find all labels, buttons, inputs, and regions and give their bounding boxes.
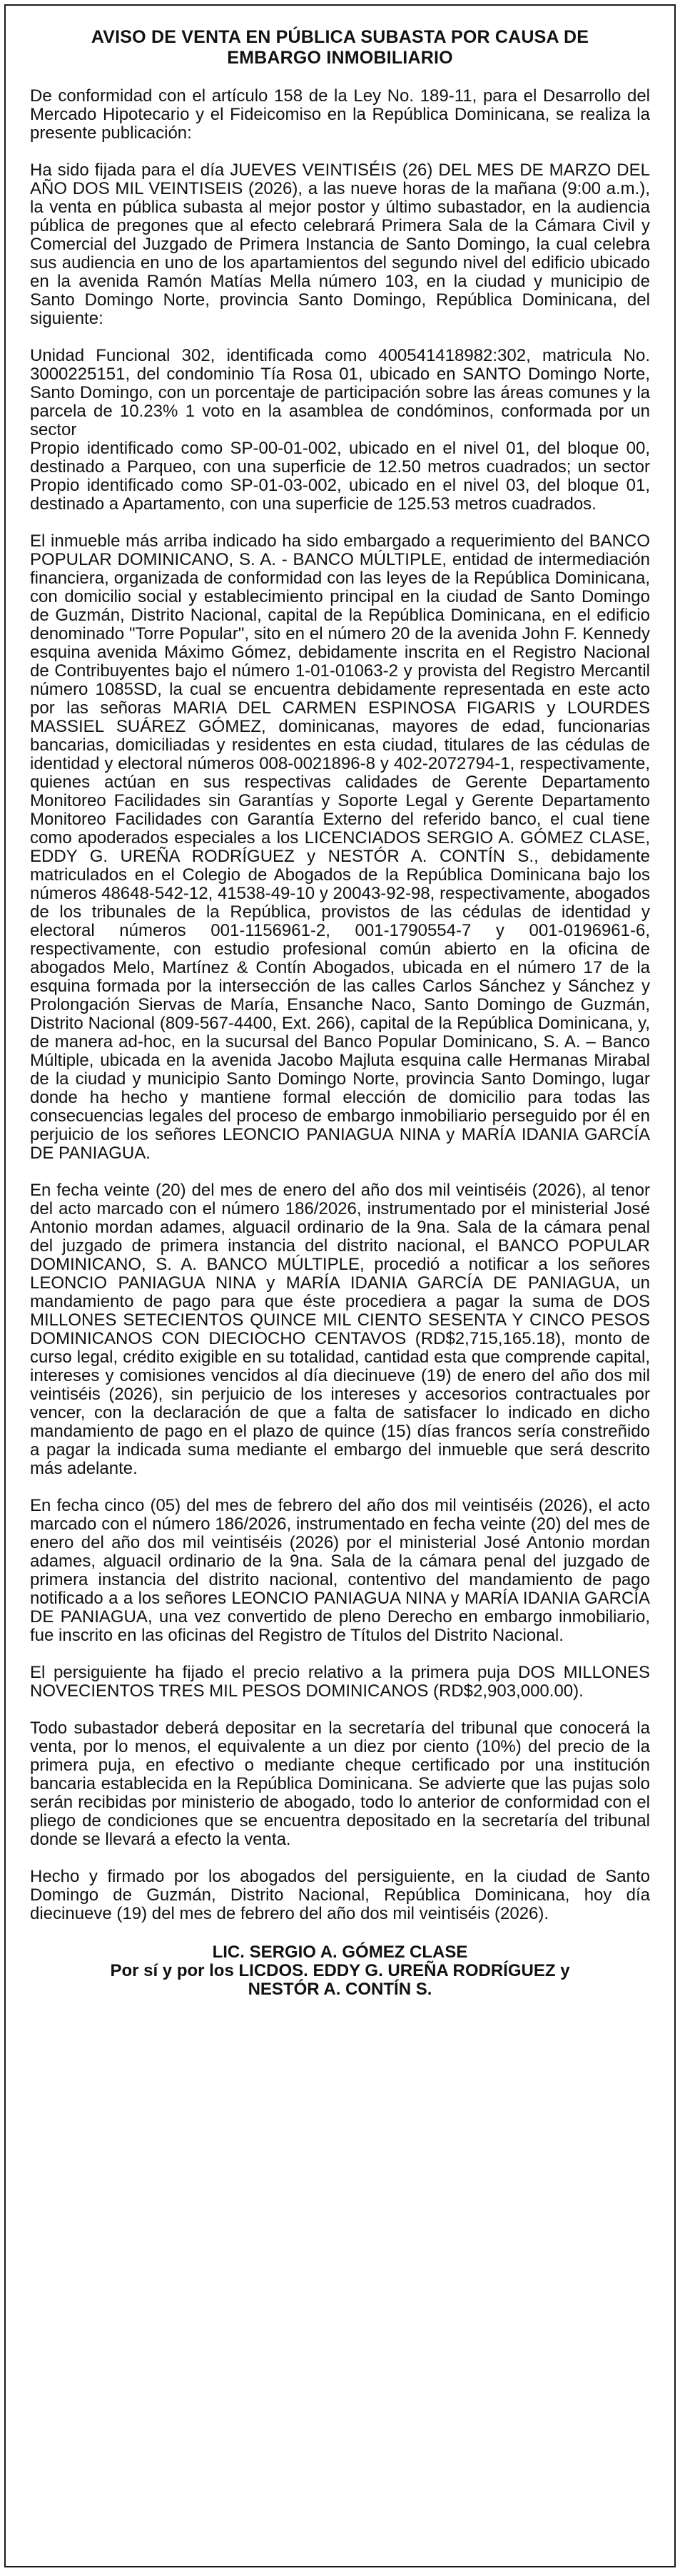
notice-title (30, 27, 650, 68)
paragraph-property-sectors: Propio identificado como SP-00-01-002, ubicado en el nivel 01, del bloque 00, destinado a Parqueo, con una superficie de 12.50 metros cuadrados; un sector Propio identificado como SP-01-03-002, ubicado en el nivel 03, del bloque 01, destinado a Apartamento, con una superficie de 125.53 metros cuadrados. (30, 439, 650, 514)
legal-notice (4, 4, 676, 2567)
paragraph-seizing-party: El inmueble más arriba indicado ha sido embargado a requerimiento del BANCO POPULAR DOMINICANO, S. A. - BANCO MÚLTIPLE, entidad de intermediación financiera, organizada de conformidad con las leyes de la República Dominicana, con domicilio social y establecimiento principal en la ciudad de Santo Domingo de Guzmán, Distrito Nacional, capital de la República Dominicana, en el edificio denominado "Torre Popular", sito en el número 20 de la avenida John F. Kennedy esquina avenida Máximo Gómez, debidamente inscrita en el Registro Nacional de Contribuyentes bajo el número 1-01-01063-2 y provista del Registro Mercantil número 1085SD, la cual se encuentra debidamente representada en este acto por las señoras MARIA DEL CARMEN ESPINOSA FIGARIS y LOURDES MASSIEL SUÁREZ GÓMEZ, dominicanas, mayores de edad, funcionarias bancarias, domiciliadas y residentes en esta ciudad, titulares de las cédulas de identidad y electoral números 008-0021896-8 y 402-2072794-1, respectivamente, quienes actúan en sus respectivas calidades de Gerente Departamento Monitoreo Facilidades sin Garantías y Soporte Legal y Gerente Departamento Monitoreo Facilidades con Garantía Externo del referido banco, el cual tiene como apoderados especiales a los LICENCIADOS SERGIO A. GÓMEZ CLASE, EDDY G. UREÑA RODRÍGUEZ y NESTÓR A. CONTÍN S., debidamente matriculados en el Colegio de Abogados de la República Dominicana bajo los números 48648-542-12, 41538-49-10 y 20043-92-98, respectivamente, abogados de los tribunales de la República, provistos de las cédulas de identidad y electoral números 001-1156961-2, 001-1790554-7 y 001-0196961-6, respectivamente, con estudio profesional común abierto en la oficina de abogados Melo, Martínez & Contín Abogados, ubicada en el número 17 de la esquina formada por la intersección de las calles Carlos Sánchez y Sánchez y Prolongación Siervas de María, Ensanche Naco, Santo Domingo de Guzmán, Distrito Nacional (809-567-4400, Ext. 266), capital de la República Dominicana, y, de manera ad-hoc, en la sucursal del Banco Popular Dominicano, S. A. – Banco Múltiple, ubicada en la avenida Jacobo Majluta esquina calle Hermanas Mirabal de la ciudad y municipio Santo Domingo Norte, provincia Santo Domingo, lugar donde ha hecho y mantiene formal elección de domicilio para todas las consecuencias legales del proceso de embargo inmobiliario perseguido por él en perjuicio de los señores LEONCIO PANIAGUA NINA y MARÍA IDANIA GARCÍA DE PANIAGUA. (30, 531, 650, 1163)
notice-title-line1: AVISO DE VENTA EN PÚBLICA SUBASTA POR CAUSA DE (91, 27, 589, 47)
paragraph-auction-date: Ha sido fijada para el día JUEVES VEINTISÉIS (26) DEL MES DE MARZO DEL AÑO DOS MIL VEINTISEIS (2026), a las nueve horas de la mañana (9:00 a.m.), la venta en pública subasta al mejor postor y último subastador, en la audiencia pública de pregones que al efecto celebrará Primera Sala de la Cámara Civil y Comercial del Juzgado de Primera Instancia de Santo Domingo, la cual celebra sus audiencia en uno de los apartamientos del segundo nivel del edificio ubicado en la avenida Ramón Matías Mella número 103, en la ciudad y municipio de Santo Domingo Norte, provincia Santo Domingo, República Dominicana, del siguiente: (30, 161, 650, 328)
paragraph-legal-basis: De conformidad con el artículo 158 de la Ley No. 189-11, para el Desarrollo del Mercado Hipotecario y el Fideicomiso en la República Dominicana, se realiza la presente publicación: (30, 86, 650, 143)
signature-line1: LIC. SERGIO A. GÓMEZ CLASE (212, 1943, 468, 1962)
signature-line2: Por sí y por los LICDOS. EDDY G. UREÑA RODRÍGUEZ y (110, 1961, 570, 1980)
paragraph-payment-order: En fecha veinte (20) del mes de enero del año dos mil veintiséis (2026), al tenor del acto marcado con el número 186/2026, instrumentado por el ministerial José Antonio mordan adames, alguacil ordinario de la 9na. Sala de la cámara penal del juzgado de primera instancia del distrito nacional, el BANCO POPULAR DOMINICANO, S. A. BANCO MÚLTIPLE, procedió a notificar a los señores LEONCIO PANIAGUA NINA y MARÍA IDANIA GARCÍA DE PANIAGUA, un mandamiento de pago para que éste procediera a pagar la suma de DOS MILLONES SETECIENTOS QUINCE MIL CIENTO SESENTA Y CINCO PESOS DOMINICANOS CON DIECIOCHO CENTAVOS (RD$2,715,165.18), monto de curso legal, crédito exigible en su totalidad, cantidad esta que comprende capital, intereses y comisiones vencidos al día diecinueve (19) de enero del año dos mil veintiséis (2026), sin perjuicio de los intereses y accesorios contractuales por vencer, con la declaración de que a falta de satisfacer lo indicado en dicho mandamiento de pago en el plazo de quince (15) días francos sería constreñido a pagar la indicada suma mediante el embargo del inmueble que será descrito más adelante. (30, 1181, 650, 1478)
notice-title-line2: EMBARGO INMOBILIARIO (227, 48, 453, 68)
signature-block (30, 1943, 650, 1999)
signature-line3: NESTÓR A. CONTÍN S. (248, 1980, 432, 1999)
paragraph-registration: En fecha cinco (05) del mes de febrero del año dos mil veintiséis (2026), el acto marcado con el número 186/2026, instrumentado en fecha veinte (20) del mes de enero del año dos mil veintiséis (2026) por el ministerial José Antonio mordan adames, alguacil ordinario de la 9na. Sala de la cámara penal del juzgado de primera instancia del distrito nacional, contentivo del mandamiento de pago notificado a a los señores LEONCIO PANIAGUA NINA y MARÍA IDANIA GARCÍA DE PANIAGUA, una vez convertido de pleno Derecho en embargo inmobiliario, fue inscrito en las oficinas del Registro de Títulos del Distrito Nacional. (30, 1496, 650, 1645)
paragraph-signing-date: Hecho y firmado por los abogados del persiguiente, en la ciudad de Santo Domingo de Guzmán, Distrito Nacional, República Dominicana, hoy día diecinueve (19) del mes de febrero del año dos mil veintiséis (2026). (30, 1867, 650, 1923)
paragraph-property-unit: Unidad Funcional 302, identificada como 400541418982:302, matricula No. 3000225151, del condominio Tía Rosa 01, ubicado en SANTO Domingo Norte, Santo Domingo, con un porcentaje de participación sobre las áreas comunes y la parcela de 10.23% 1 voto en la asamblea de condóminos, conformada por un sector (30, 346, 650, 439)
paragraph-deposit-requirement: Todo subastador deberá depositar en la secretaría del tribunal que conocerá la venta, por lo menos, el equivalente a un diez por ciento (10%) del precio de la primera puja, en efectivo o mediante cheque certificado por una institución bancaria establecida en la República Dominicana. Se advierte que las pujas solo serán recibidas por ministerio de abogado, todo lo anterior de conformidad con el pliego de condiciones que se encuentra depositado en la secretaría del tribunal donde se llevará a efecto la venta. (30, 1719, 650, 1849)
paragraph-first-bid-price: El persiguiente ha fijado el precio relativo a la primera puja DOS MILLONES NOVECIENTOS TRES MIL PESOS DOMINICANOS (RD$2,903,000.00). (30, 1663, 650, 1701)
